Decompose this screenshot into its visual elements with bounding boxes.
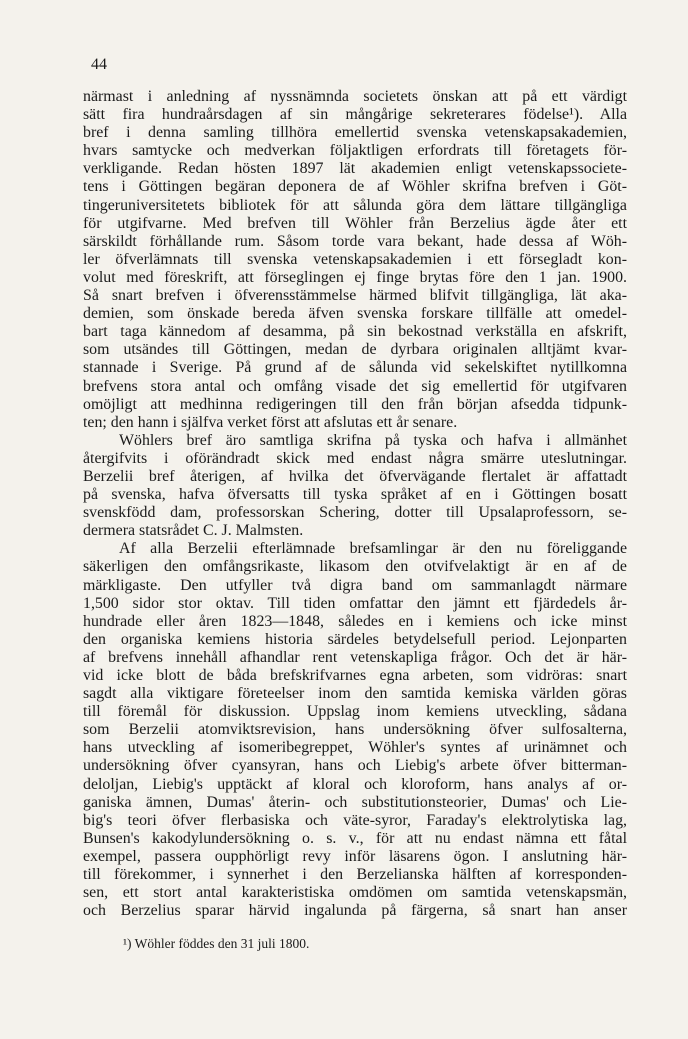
text-line: big's teori öfver flerbasiska och väte-syror, Faraday's elektrolytiska lag, (83, 811, 627, 829)
text-line: märkligaste. Den utfyller två digra band om sammanlagdt närmare (83, 576, 627, 594)
text-line: bref i denna samling tillhöra emellertid svenska vetenskapsakademien, (83, 124, 627, 142)
text-line: återgifvits i oförändradt skick med endast några smärre uteslutningar. (83, 449, 627, 467)
text-line: tingeruniversitetets bibliotek för att sålunda göra dem lättare tillgängliga (83, 196, 627, 214)
text-line: ten; den hann i själfva verket först att afslutas ett år senare. (83, 413, 458, 431)
text-line: 1,500 sidor stor oktav. Till tiden omfattar den jämnt ett fjärdedels år- (83, 594, 627, 612)
text-line: sen, ett stort antal karakteristiska omdömen om samtida vetenskapsmän, (83, 884, 627, 902)
page-number: 44 (91, 56, 107, 73)
text-line: omöjligt att medhinna redigeringen till den från början afsedda tidpunk- (83, 395, 627, 413)
text-line: svenskfödd dam, professorskan Schering, dotter till Upsalaprofessorn, se- (83, 504, 627, 522)
text-line: sätt fira hundraårsdagen af sin mångårige sekreterares födelse¹). Alla (83, 106, 627, 124)
text-line: på svenska, hafva öfversatts till tyska språket af en i Göttingen bosatt (83, 486, 627, 504)
text-line: särskildt förhållande rum. Såsom torde vara bekant, hade dessa af Wöh- (83, 232, 627, 250)
text-line: sagdt alla viktigare företeelser inom den samtida kemiska världen göras (83, 685, 627, 703)
text-line: säkerligen den omfångsrikaste, likasom den otvifvelaktigt är en af de (83, 558, 627, 576)
text-line: till föremål för diskussion. Uppslag inom kemiens utveckling, sådana (83, 703, 627, 721)
text-line: ganiska ämnen, Dumas' återin- och substitutionsteorier, Dumas' och Lie- (83, 793, 627, 811)
text-line: af brefvens innehåll afhandlar rent vetenskapliga frågor. Och det är här- (83, 648, 627, 666)
text-line: exempel, passera oupphörligt revy inför läsarens ögon. I anslutning här- (83, 847, 627, 865)
text-line: och Berzelius sparar härvid ingalunda på färgerna, så snart han anser (83, 902, 627, 920)
text-line: undersökning öfver cyansyran, hans och Liebig's arbete öfver bitterman- (83, 757, 627, 775)
text-line: Så snart brefven i öfverensstämmelse härmed blifvit tillgängliga, lät aka- (83, 287, 627, 305)
text-line: som Berzelii atomviktsrevision, hans undersökning öfver sulfosalterna, (83, 721, 627, 739)
text-line: volut med föreskrift, att förseglingen ej finge brytas före den 1 jan. 1900. (83, 268, 627, 286)
text-line: demien, som önskade bereda äfven svenska forskare tillfälle att omedel- (83, 305, 627, 323)
text-line: ler öfverlämnats till svenska vetenskapsakademien i ett försegladt kon- (83, 250, 627, 268)
text-line: hvars samtycke och medverkan följaktligen erfordrats till företagets för- (83, 142, 627, 160)
text-line: den organiska kemiens historia särdeles betydelsefull period. Lejonparten (83, 630, 627, 648)
text-line: Bunsen's kakodylundersökning o. s. v., för att nu endast nämna ett fåtal (83, 829, 627, 847)
text-line: Wöhlers bref äro samtliga skrifna på tyska och hafva i allmänhet (119, 431, 627, 449)
text-line: bart taga kännedom af desamma, på sin bekostnad verkställa en afskrift, (83, 323, 627, 341)
text-line: som utsändes till Göttingen, medan de dyrbara originalen alltjämt kvar- (83, 341, 627, 359)
text-line: till förekommer, i synnerhet i den Berzelianska hälften af korresponden- (83, 866, 627, 884)
text-line: Berzelii bref återigen, af hvilka det öfvervägande flertalet är affattadt (83, 467, 627, 485)
text-line: verkligande. Redan hösten 1897 lät akademien enligt vetenskapssociete- (83, 160, 627, 178)
text-line: för utgifvarne. Med brefven till Wöhler från Berzelius ägde åter ett (83, 214, 627, 232)
text-line: Af alla Berzelii efterlämnade brefsamlingar är den nu föreliggande (119, 540, 627, 558)
footnote: ¹) Wöhler föddes den 31 juli 1800. (123, 936, 310, 951)
text-line: hundrade eller åren 1823—1848, således en i kemiens och icke minst (83, 612, 627, 630)
text-line: närmast i anledning af nyssnämnda societets önskan att på ett värdigt (83, 88, 627, 105)
text-line: vid icke blott de båda brefskrifvarnes egna arbeten, som vidröras: snart (83, 667, 627, 684)
text-line: hans utveckling af isomeribegreppet, Wöhler's syntes af urinämnet och (83, 739, 627, 757)
text-line: deloljan, Liebig's upptäckt af kloral och kloroform, hans analys af or- (83, 775, 627, 793)
text-line: dermera statsrådet C. J. Malmsten. (83, 522, 304, 540)
body-text (83, 88, 627, 920)
text-line: stannade i Sverige. På grund af de sålunda vid sekelskiftet nytillkomna (83, 359, 627, 377)
text-line: tens i Göttingen begäran deponera de af Wöhler skrifna brefven i Göt- (83, 178, 627, 196)
text-line: brefvens stora antal och omfång visade det sig emellertid för utgifvaren (83, 377, 627, 395)
